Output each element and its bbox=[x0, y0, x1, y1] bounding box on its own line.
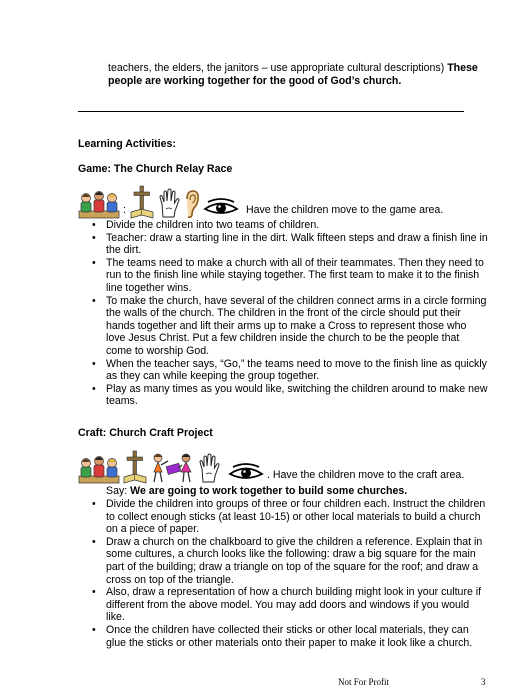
icon-colon: : bbox=[123, 204, 126, 217]
list-item: • Play as many times as you would like, switching the children around to make new teams. bbox=[92, 383, 488, 408]
intro-bold-text: These people are working together for the good of God’s church. bbox=[108, 62, 478, 87]
ear-icon bbox=[184, 189, 200, 219]
crafting-kids-icon bbox=[150, 452, 194, 484]
cross-bible-icon bbox=[130, 185, 154, 219]
craft-bullet-list bbox=[92, 498, 488, 649]
intro-text: teachers, the elders, the janitors – use appropriate cultural descriptions) bbox=[108, 62, 448, 74]
craft-say-line bbox=[106, 485, 407, 498]
eye-icon bbox=[228, 462, 264, 482]
list-item: • Once the children have collected their sticks or other local materials, they can glue the sticks or other materials onto their paper to make it look like a church. bbox=[92, 624, 488, 649]
craft-icon-row bbox=[78, 448, 464, 484]
learning-activities-heading: Learning Activities: bbox=[78, 138, 176, 150]
game-instruction: Have the children move to the game area. bbox=[245, 204, 444, 217]
say-label: Say: bbox=[106, 485, 131, 497]
eye-icon bbox=[203, 197, 239, 217]
list-item: • To make the church, have several of the children connect arms in a circle forming the walls of the church. The children in the front of the circle should put their hands together and lift their arms up to make a Cross to represent those who love Jesus Christ. Put a few children inside the church to be the people that come to worship God. bbox=[92, 295, 488, 358]
children-icon bbox=[78, 454, 120, 484]
list-item: • Also, draw a representation of how a church building might look in your culture if different from the above model. You may add doors and windows if you would like. bbox=[92, 586, 488, 624]
game-bullet-list bbox=[92, 219, 488, 408]
craft-title: Craft: Church Craft Project bbox=[78, 427, 213, 439]
cross-bible-icon bbox=[123, 450, 147, 484]
list-item: • Draw a church on the chalkboard to give the children a reference. Explain that in some cultures, a church looks like the following: draw a big square for the main part of the building; draw a triangle on top of the square for the roof; and draw a cross on top of the triangle. bbox=[92, 536, 488, 586]
list-item: • Teacher: draw a starting line in the dirt. Walk fifteen steps and draw a finish line in the dirt. bbox=[92, 232, 488, 257]
list-item: • When the teacher says, “Go,” the teams need to move to the finish line as quickly as they can while keeping the group together. bbox=[92, 358, 488, 383]
page-number: 3 bbox=[481, 677, 486, 687]
hand-icon bbox=[157, 187, 181, 219]
list-item: • The teams need to make a church with all of their teammates. Then they need to run to the finish line while staying together. The first team to make it to the finish line together wins. bbox=[92, 257, 488, 295]
section-divider bbox=[78, 111, 464, 112]
say-text: We are going to work together to build some churches. bbox=[130, 485, 408, 497]
list-item: • Divide the children into two teams of children. bbox=[92, 219, 488, 232]
intro-paragraph bbox=[108, 62, 480, 87]
children-icon bbox=[78, 189, 120, 219]
craft-instruction: . Have the children move to the craft area. bbox=[267, 469, 465, 482]
footer-text: Not For Profit bbox=[338, 677, 390, 687]
hand-icon bbox=[197, 452, 221, 484]
list-item: • Divide the children into groups of three or four children each. Instruct the children to collect enough sticks (at least 10-15) or other local materials to build a church on a piece of paper. bbox=[92, 498, 488, 536]
game-title: Game: The Church Relay Race bbox=[78, 163, 233, 175]
game-icon-row bbox=[78, 183, 443, 219]
